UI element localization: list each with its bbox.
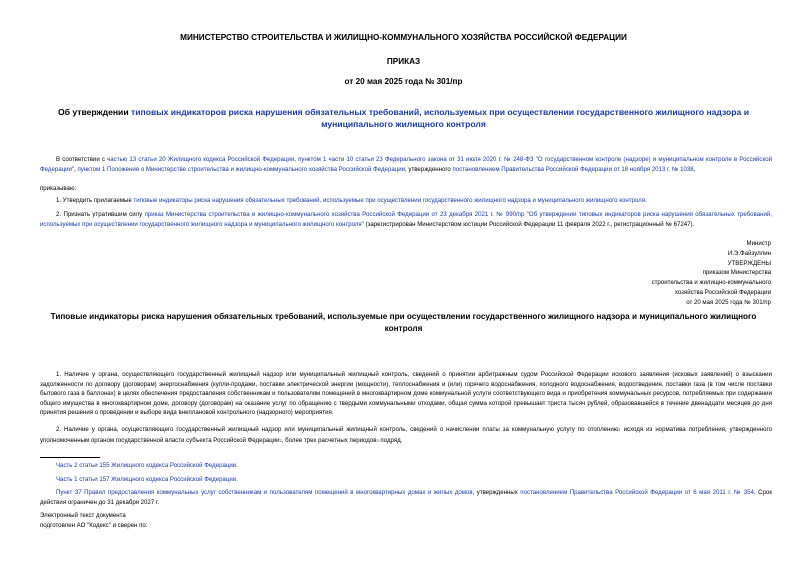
footnote-ref-1[interactable]: 1 bbox=[618, 427, 621, 432]
preamble-text-1: В соответствии с bbox=[56, 156, 108, 163]
footnote-1-link[interactable]: Часть 2 статьи 155 Жилищного кодекса Российской Федерации. bbox=[56, 462, 238, 469]
footnote-1 bbox=[56, 461, 238, 471]
indicator-1-paragraph: 1. Наличие у органа, осуществляющего государственный жилищный надзор или муниципальный жилищный контроль, сведений о принятии арбитражным судом Российской Федерации искового заявления (исковых заявлений) о взыскании задолженности по договору (договорам) энергоснабжения (купли-продажи, поставки электрической энергии (мощности), теплоснабжения и (или) горячего водоснабжения, холодного водоснабжения, водоотведения, поставки газа (в том числе поставки бытового газа в баллонах) в целях обеспечения предоставления собственникам и пользователям помещений в многоквартирном доме коммунальной услуги соответствующего вида и приобретения коммунальных ресурсов, потребляемых при содержании общего имущества в многоквартирном доме, договору (договорам) на оказание услуг по обращению с твердыми коммунальными отходами, общая сумма которой превышает триста тысяч рублей, образовавшейся в течение двенадцати месяцев до дня принятия решения о проведении и выборе вида внеплановой контрольного (надзорного) мероприятия. bbox=[40, 371, 772, 417]
footnote-2 bbox=[56, 475, 238, 485]
preamble-text-5: , bbox=[693, 165, 696, 173]
signer-name: И.Э.Файзуллин bbox=[727, 249, 771, 257]
electronic-text-line-1: Электронный текст документа bbox=[40, 512, 126, 519]
link-government-decree-1038[interactable]: постановлением Правительства Российской Федерации от 18 ноября 2013 г. № 1038 bbox=[452, 165, 694, 173]
item-2-text: 2. Признать утратившим силу bbox=[56, 211, 145, 218]
indicator-2-text-a: 2. Наличие у органа, осуществляющего государственный жилищный надзор или муниципальный жилищный контроль, сведений о начислении платы за коммунальную услугу по отоплению bbox=[56, 426, 619, 433]
preamble-text-3: , bbox=[74, 165, 78, 173]
ministry-heading: МИНИСТЕРСТВО СТРОИТЕЛЬСТВА И ЖИЛИЩНО-КОММУНАЛЬНОГО ХОЗЯЙСТВА РОССИЙСКОЙ ФЕДЕРАЦИИ bbox=[180, 33, 627, 42]
indicator-2-text-c: , более трех расчетных периодов bbox=[281, 437, 377, 444]
link-approved-indicators[interactable]: типовые индикаторы риска нарушения обязательных требований, используемые при осуществлении государственного жилищного надзора и муниципального жилищного контроля bbox=[133, 197, 646, 204]
annex-title: Типовые индикаторы риска нарушения обязательных требований, используемые при осуществлении государственного жилищного надзора и муниципального жилищного контроля bbox=[50, 312, 757, 333]
link-order-990[interactable]: приказ Министерства строительства и жилищно-коммунального хозяйства Российской Федерации от 23 декабря 2021 г. № 990/пр "Об утверждении типовых индикаторов риска нарушения обязательных требований, используемых при осуществлении государственного жилищного надзора и муниципального жилищного контроля" bbox=[40, 211, 772, 228]
indicator-2-text-d: подряд. bbox=[380, 437, 403, 444]
footnote-3 bbox=[40, 488, 772, 507]
item-2-paragraph bbox=[40, 210, 772, 229]
preamble-text-4: , утвержденного bbox=[405, 165, 453, 173]
electronic-text-line-2: подготовлен АО "Кодекс" и сверен по: bbox=[40, 522, 148, 529]
approved-line-2: строительства и жилищно-коммунального bbox=[651, 279, 771, 287]
item-2-end: (зарегистрирован Министерством юстиции Российской Федерации 11 февраля 2022 г., регистрационный № 67247). bbox=[363, 220, 695, 228]
link-ministry-regulation[interactable]: пунктом 1 Положения о Министерстве строительства и жилищно-коммунального хозяйства Российской Федерации bbox=[77, 165, 406, 173]
footnote-3-text-2: . Срок действия ограничен до 31 декабря 2027 г. bbox=[40, 489, 772, 506]
order-title-prefix: Об утверждении bbox=[57, 107, 132, 117]
link-federal-law-248[interactable]: пунктом 1 части 10 статьи 23 Федерального закона от 31 июля 2020 г. № 248-ФЗ "О государственном контроле (надзоре) и муниципальном контроле в Российской Федерации" bbox=[40, 156, 772, 173]
signature-block bbox=[652, 239, 771, 308]
footnote-divider bbox=[40, 457, 100, 458]
indicator-2-paragraph bbox=[40, 424, 772, 446]
signer-position: Министр bbox=[746, 240, 771, 247]
item-1-paragraph bbox=[40, 196, 772, 206]
approved-line-1: приказом Министерства bbox=[702, 269, 771, 277]
order-title bbox=[40, 106, 767, 130]
doc-type-heading: ПРИКАЗ bbox=[386, 57, 421, 66]
footnote-2-link[interactable]: Часть 1 статьи 157 Жилищного кодекса Российской Федерации. bbox=[56, 476, 238, 483]
indicator-2-text-b: исходя из норматива потребления, утвержденного уполномоченным органом государственной власти субъекта Российской Федерации bbox=[40, 426, 772, 444]
preamble-text-2: , bbox=[294, 156, 299, 163]
footnote-3-link-rules[interactable]: Пункт 37 Правил предоставления коммунальных услуг собственникам и пользователям помещений в многоквартирных домах и жилых домов bbox=[56, 489, 473, 496]
order-date-number: от 20 мая 2025 года № 301/пр bbox=[344, 77, 463, 86]
item-1-text: 1. Утвердить прилагаемые bbox=[56, 197, 134, 204]
footnote-3-link-decree[interactable]: постановлением Правительства Российской Федерации от 6 мая 2011 г. № 354 bbox=[520, 489, 754, 496]
order-title-link[interactable]: типовых индикаторов риска нарушения обязательных требований, используемых при осуществлении государственного жилищного надзора и муниципального жилищного контроля bbox=[131, 107, 749, 129]
footnote-ref-3[interactable]: 3 bbox=[376, 438, 379, 443]
approved-line-3: хозяйства Российской Федерации bbox=[674, 288, 771, 296]
preamble-paragraph bbox=[40, 155, 772, 174]
order-word: приказываю: bbox=[40, 185, 77, 192]
item-1-end: . bbox=[645, 197, 647, 204]
link-housing-code-art20[interactable]: частью 13 статьи 20 Жилищного кодекса Российской Федерации bbox=[107, 156, 295, 163]
footnote-ref-2[interactable]: 2 bbox=[279, 438, 282, 443]
footnote-3-text-1: , утвержденных bbox=[472, 489, 521, 496]
approved-label: УТВЕРЖДЕНЫ bbox=[727, 259, 771, 267]
approved-line-4: от 20 мая 2025 года № 301/пр bbox=[686, 298, 771, 306]
